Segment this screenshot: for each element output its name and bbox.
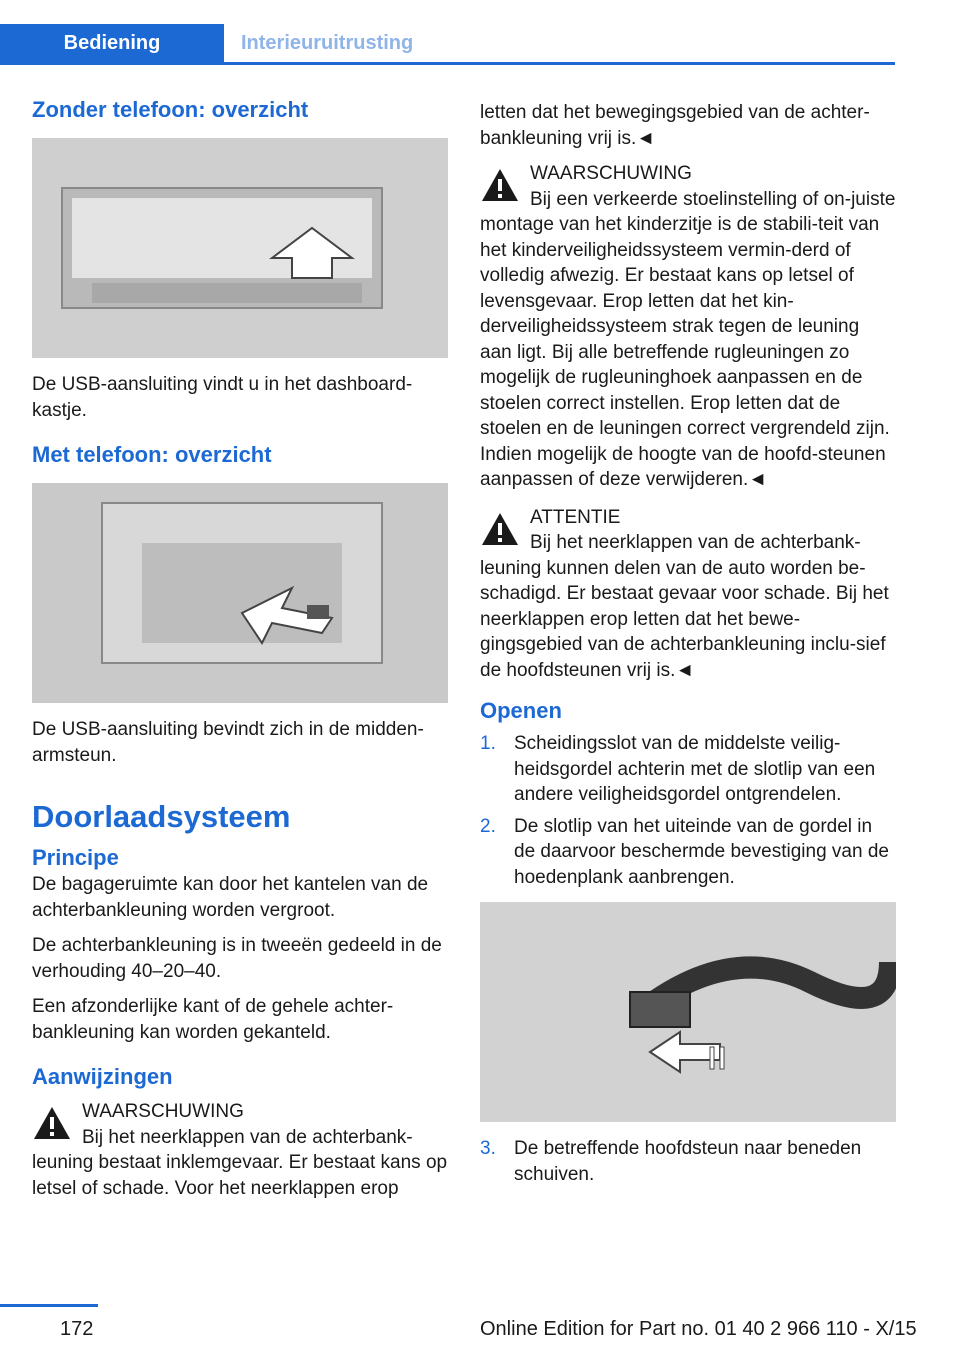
footer-rule <box>0 1304 98 1307</box>
step-item: 2. De slotlip van het uiteinde van de gordel in de daarvoor beschermde bevestiging van de hoedenplank aanbrengen. <box>480 815 889 888</box>
header-tabs <box>0 24 895 65</box>
para-principe-3: Een afzonderlijke kant of de gehele achter-bankleuning kan worden gekanteld. <box>32 996 394 1043</box>
glovebox-photo <box>32 138 448 358</box>
attention-heading: ATTENTIE <box>530 506 621 528</box>
step-item: 3. De betreffende hoofdsteun naar beneden schuiven. <box>480 1138 862 1185</box>
heading-met-telefoon: Met telefoon: overzicht <box>32 442 272 467</box>
right-column <box>480 100 896 1199</box>
belt-photo <box>480 902 896 1122</box>
para-principe-2: De achterbankleuning is in tweeën gedeeld in de verhouding 40–20–40. <box>32 935 442 982</box>
steps-list <box>480 731 896 890</box>
heading-zonder-telefoon: Zonder telefoon: overzicht <box>32 97 309 122</box>
para-zonder: De USB-aansluiting vindt u in het dashboard-kastje. <box>32 374 413 421</box>
warning-heading: WAARSCHUWING <box>530 163 692 184</box>
attention-icon <box>480 511 520 547</box>
tab-interieuruitrusting[interactable]: Interieuruitrusting <box>241 32 414 54</box>
warning-heading: WAARSCHUWING <box>82 1101 244 1122</box>
warning-text: Bij het neerklappen van de achterbank-leuning bestaat inklemgevaar. Er bestaat kans op letsel of schade. Voor het neerklappen erop <box>32 1126 448 1199</box>
warning-text: Bij een verkeerde stoelinstelling of on-juiste montage van het kinderzitje is de stabili-teit van het kinderveiligheidssysteem vermin-derd of volledig afwezig. Er bestaat kans op letsel of levensgevaar. Erop letten dat het kin-derveiligheidssysteem strak tegen de leuning aan ligt. Bij alle betreffende rugleuningen zo mogelijk de rugleuninghoek aanpassen en de stoelen correct instellen. Erop letten dat de stoelen en de leuningen correct vergrendeld zijn. Indien mogelijk de hoogte van de hoofd-steunen aanpassen of deze verwijderen.◄ <box>480 188 896 490</box>
tab-bediening[interactable]: Bediening <box>0 24 224 62</box>
heading-openen: Openen <box>480 698 562 723</box>
warning-block-1 <box>32 1099 448 1201</box>
step-item: 1. Scheidingsslot van de middelste veilig-heidsgordel achterin met de slotlip van een andere veiligheidsgordel ontgrendelen. <box>480 733 876 805</box>
attention-text: Bij het neerklappen van de achterbank-leuning kunnen delen van de auto worden be-schadigd. Er bestaat gevaar voor schade. Bij het neerklappen erop letten dat het bewe-gingsgebied van de achterbankleuning inclu-sief de hoofdsteunen vrij is.◄ <box>480 532 889 681</box>
heading-principe: Principe <box>32 845 119 870</box>
warning-icon <box>32 1105 72 1141</box>
steps-list-2 <box>480 1136 896 1187</box>
warning-icon <box>480 167 520 203</box>
heading-doorlaadsysteem: Doorlaadsysteem <box>32 799 291 834</box>
para-met: De USB-aansluiting bevindt zich in de midden-armsteun. <box>32 719 424 766</box>
left-column <box>32 96 448 1213</box>
heading-aanwijzingen: Aanwijzingen <box>32 1064 173 1089</box>
para-principe-1: De bagageruimte kan door het kantelen van de achterbankleuning worden vergroot. <box>32 874 429 921</box>
armrest-photo <box>32 483 448 703</box>
warning-block-2 <box>480 161 896 493</box>
para-continued: letten dat het bewegingsgebied van de achter-bankleuning vrij is.◄ <box>480 102 870 149</box>
attention-block <box>480 505 896 684</box>
page-number: 172 <box>60 1318 94 1340</box>
edition-text: Online Edition for Part no. 01 40 2 966 110 - X/15 <box>480 1318 917 1340</box>
